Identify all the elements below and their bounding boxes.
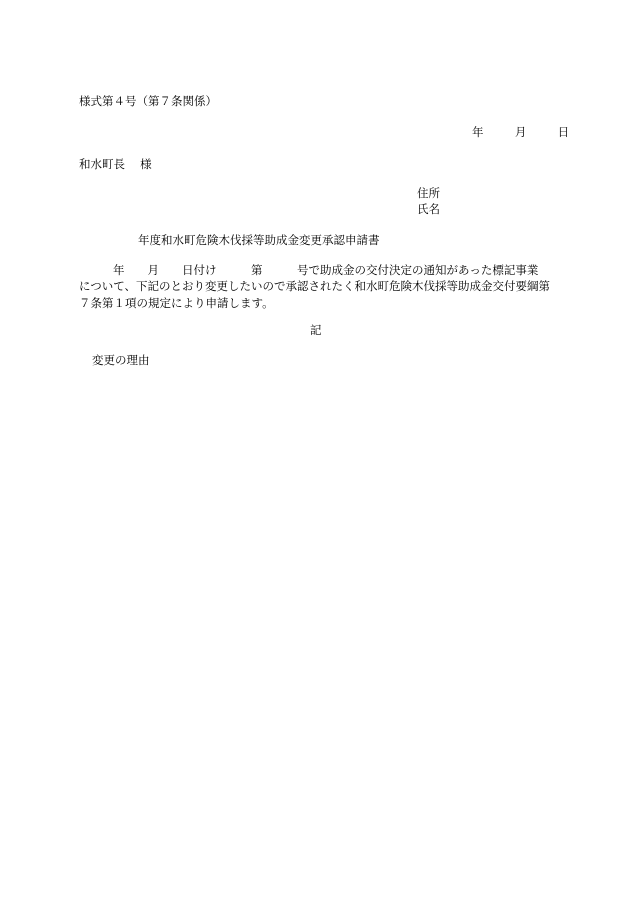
document-title: 年度和水町危険木伐採等助成金変更承認申請書 [138, 233, 380, 247]
body-line-2: について、下記のとおり変更したいので承認されたく和水町危険木伐採等助成金交付要綱第 [79, 279, 551, 294]
recipient: 和水町長 様 [79, 157, 152, 171]
date-line [472, 124, 569, 140]
ki-heading: 記 [310, 323, 322, 337]
change-reason-label: 変更の理由 [92, 353, 150, 367]
date-year: 年 [472, 125, 484, 139]
body-line-1: 年 月 日付け 第 号で助成金の交付決定の通知があった標記事業 [113, 263, 539, 277]
body-paragraph [79, 262, 549, 311]
body-line-3: ７条第１項の規定により申請します。 [79, 295, 274, 310]
name-label: 氏名 [417, 202, 440, 216]
date-day: 日 [557, 125, 570, 139]
address-label: 住所 [417, 186, 440, 200]
form-number: 様式第４号（第７条関係） [79, 94, 217, 108]
date-month: 月 [514, 125, 527, 139]
